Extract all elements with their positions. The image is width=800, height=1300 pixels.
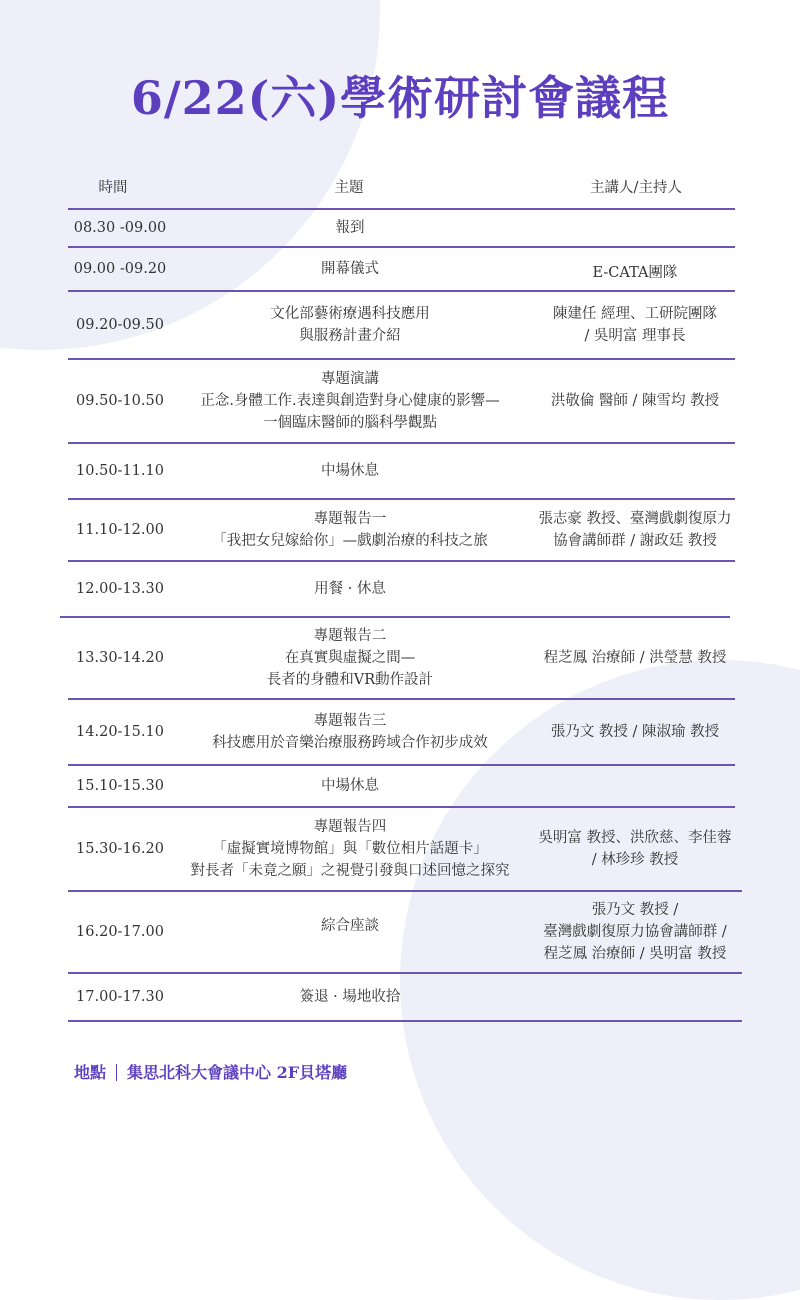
row-speaker xyxy=(520,360,750,442)
speaker-line: 張乃文 教授 / 陳淑瑜 教授 xyxy=(550,724,720,740)
row-speaker xyxy=(520,618,750,698)
speaker-line: 臺灣戲劇復原力協會講師群 / xyxy=(543,924,727,940)
row-speaker xyxy=(520,766,750,806)
venue-label: 地點 xyxy=(74,1063,107,1082)
speaker-line: 程芝鳳 治療師 / 吳明富 教授 xyxy=(543,946,727,962)
venue-footer xyxy=(74,1060,347,1083)
venue-name: 集思北科大會議中心 2F貝塔廳 xyxy=(127,1063,348,1082)
speaker-line: 張志豪 教授、臺灣戲劇復原力 xyxy=(538,511,732,527)
row-time: 15.10-15.30 xyxy=(76,778,164,794)
table-header xyxy=(0,176,800,200)
row-time: 11.10-12.00 xyxy=(76,522,164,538)
topic-line: 在真實與虛擬之間— xyxy=(284,650,416,666)
row-time: 15.30-16.20 xyxy=(76,841,164,857)
row-speaker xyxy=(520,808,750,890)
row-speaker xyxy=(520,700,750,764)
topic-line: 「虛擬實境博物館」與「數位相片話題卡」 xyxy=(212,841,488,857)
row-topic xyxy=(170,766,530,806)
schedule-row xyxy=(0,700,800,766)
row-time: 13.30-14.20 xyxy=(76,650,164,666)
topic-line: 專題報告一 xyxy=(313,511,387,527)
row-speaker xyxy=(520,210,750,246)
schedule-row xyxy=(0,766,800,808)
row-time: 14.20-15.10 xyxy=(76,724,164,740)
speaker-line: 吳明富 教授、洪欣慈、李佳蓉 xyxy=(538,830,732,846)
topic-line: 與服務計畫介紹 xyxy=(299,328,401,344)
topic-line: 科技應用於音樂治療服務跨域合作初步成效 xyxy=(212,735,488,751)
topic-line: 專題報告二 xyxy=(313,628,387,644)
row-topic xyxy=(170,700,530,764)
row-time: 09.50-10.50 xyxy=(76,393,164,409)
row-speaker xyxy=(520,252,750,294)
venue-separator xyxy=(116,1064,117,1081)
speaker-line: 陳建任 經理、工研院團隊 xyxy=(552,306,718,322)
topic-line: 對長者「未竟之願」之視覺引發與口述回憶之探究 xyxy=(190,863,510,879)
row-speaker xyxy=(520,500,750,560)
topic-line: 用餐 · 休息 xyxy=(314,581,386,597)
row-topic xyxy=(170,248,530,290)
page-title: 6/22(六)學術研討會議程 xyxy=(130,71,670,125)
schedule-row xyxy=(0,500,800,562)
speaker-line: / 吳明富 理事長 xyxy=(584,328,686,344)
row-time: 12.00-13.30 xyxy=(76,581,164,597)
topic-line: 專題報告四 xyxy=(313,819,387,835)
header-time: 時間 xyxy=(98,180,128,196)
schedule-row xyxy=(0,210,800,248)
row-speaker xyxy=(520,974,750,1020)
topic-line: 報到 xyxy=(335,220,365,236)
row-time: 09.00 -09.20 xyxy=(73,261,167,277)
schedule-row xyxy=(0,292,800,360)
row-speaker xyxy=(520,892,750,972)
schedule-row xyxy=(0,360,800,444)
row-topic xyxy=(170,500,530,560)
row-topic xyxy=(170,444,530,498)
schedule-row xyxy=(0,974,800,1022)
topic-line: 長者的身體和VR動作設計 xyxy=(266,672,434,688)
topic-line: 正念.身體工作.表達與創造對身心健康的影響— xyxy=(200,393,500,409)
schedule-row xyxy=(0,444,800,500)
schedule-row xyxy=(0,892,800,974)
row-topic xyxy=(170,886,530,966)
header-speaker: 主講人/主持人 xyxy=(590,180,682,196)
row-speaker xyxy=(520,562,750,616)
row-topic xyxy=(170,360,530,442)
speaker-line: E-CATA團隊 xyxy=(592,265,678,281)
topic-line: 中場休息 xyxy=(321,778,379,794)
row-speaker xyxy=(520,292,750,358)
topic-line: 簽退 · 場地收拾 xyxy=(299,989,401,1005)
speaker-line: 程芝鳳 治療師 / 洪瑩慧 教授 xyxy=(543,650,727,666)
schedule-row xyxy=(0,562,800,618)
topic-line: 綜合座談 xyxy=(321,918,379,934)
row-topic xyxy=(170,618,530,698)
speaker-line: 洪敬倫 醫師 / 陳雪均 教授 xyxy=(550,393,720,409)
topic-line: 一個臨床醫師的腦科學觀點 xyxy=(263,415,437,431)
schedule-row xyxy=(0,808,800,892)
speaker-line: 張乃文 教授 / xyxy=(591,902,679,918)
topic-line: 專題報告三 xyxy=(313,713,387,729)
header-divider xyxy=(68,208,735,210)
topic-line: 文化部藝術療遇科技應用 xyxy=(270,306,430,322)
row-time: 17.00-17.30 xyxy=(76,989,164,1005)
schedule-row xyxy=(0,618,800,700)
row-divider xyxy=(68,1020,742,1022)
row-time: 08.30 -09.00 xyxy=(73,220,167,236)
topic-line: 中場休息 xyxy=(321,463,379,479)
row-speaker xyxy=(520,444,750,498)
row-time: 16.20-17.00 xyxy=(76,924,164,940)
row-topic xyxy=(170,292,530,358)
row-time: 10.50-11.10 xyxy=(76,463,164,479)
speaker-line: / 林珍珍 教授 xyxy=(591,852,679,868)
schedule-row xyxy=(0,248,800,292)
row-topic xyxy=(170,808,530,890)
topic-line: 專題演講 xyxy=(321,371,379,387)
topic-line: 開幕儀式 xyxy=(321,261,379,277)
row-topic xyxy=(170,974,530,1020)
topic-line: 「我把女兒嫁給你」—戲劇治療的科技之旅 xyxy=(212,533,488,549)
row-time: 09.20-09.50 xyxy=(76,317,164,333)
row-topic xyxy=(170,562,530,616)
speaker-line: 協會講師群 / 謝政廷 教授 xyxy=(553,533,717,549)
header-topic: 主題 xyxy=(334,180,364,196)
row-topic xyxy=(170,210,530,246)
